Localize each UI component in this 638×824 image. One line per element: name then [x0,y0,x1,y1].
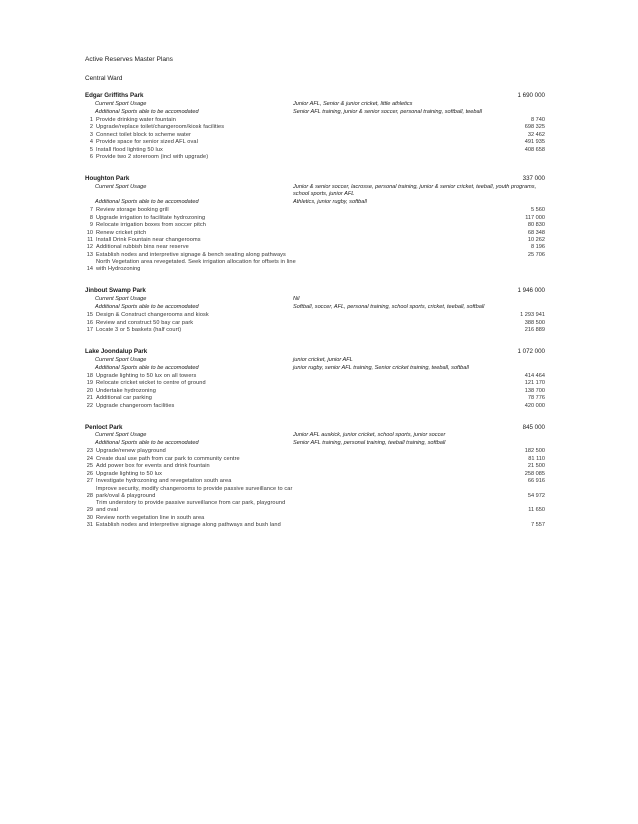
additional-usage-row [85,109,545,116]
item-amount: 10 262 [527,237,545,243]
item-description: Additional rubbish bins near reserve [96,244,189,251]
item-description: Upgrade lighting to 50 lux [96,470,163,477]
additional-usage-label: Additional Sports able to be accomodated [95,108,199,115]
list-item [85,124,545,131]
park-name: Edgar Griffiths Park [85,92,144,100]
list-item [85,207,545,214]
park-total: 845 000 [522,423,545,431]
list-item [85,456,545,463]
document-page [85,56,545,543]
item-description: Upgrade/renew playground [96,448,166,455]
ward-heading: Central Ward [85,75,123,83]
list-item [85,139,545,146]
current-usage-label: Current Sport Usage [95,100,147,107]
item-number: 23 [86,448,93,455]
item-number: 26 [86,470,93,477]
item-description: Review north vegetation line in south area [96,514,205,521]
item-amount: 8 196 [531,244,545,251]
park-name: Lake Joondalup Park [85,348,148,356]
item-amount: 182 500 [524,448,545,455]
item-amount: 11 650 [528,507,545,514]
document-title: Active Reserves Master Plans [85,56,173,63]
list-item [85,327,545,334]
item-description: Upgrade changeroom facilities [96,402,175,409]
item-number: 6 [89,154,93,161]
list-item [85,215,545,222]
park-section [85,175,545,273]
current-usage-value: Junior AFL, Senior & junior cricket, little athletics [293,100,413,107]
item-description: Undertake hydrozoning [96,387,156,394]
item-description: Create dual use path from car park to community centre [96,455,240,462]
list-item [85,117,545,124]
item-amount: 491 935 [524,139,545,146]
list-item [85,500,545,514]
park-header [85,92,545,100]
park-total: 337 000 [522,175,545,183]
item-number: 29 [86,507,93,514]
item-number: 4 [89,139,93,146]
list-item [85,522,545,529]
list-item [85,486,545,500]
park-total: 1 690 000 [517,92,545,100]
additional-usage-row [85,304,545,311]
park-name: Houghton Park [85,175,130,183]
list-item [85,252,545,259]
item-description: North Vegetation area revegetated. Seek irrigation allocation for offsets in line with Hydrozoning [96,259,296,273]
list-item [85,463,545,470]
item-description: Improve security, modify changerooms to provide passive surveillance to car park/oval & playground [96,485,293,499]
item-description: Upgrade/replace toilet/changeroom/kiosk facilities [96,124,225,131]
item-description: Relocate irrigation boxes from soccer pitch [96,222,207,229]
additional-usage-row [85,440,545,447]
additional-usage-label: Additional Sports able to be accomodated [95,304,199,311]
item-description: Install Drink Fountain near changerooms [96,237,201,243]
current-usage-value: Junior AFL auskick, junior cricket, school sports, junior soccer [293,432,446,439]
item-number: 14 [86,266,93,273]
additional-usage-value: Senior AFL training, personal training, teeball training, softball [293,440,446,447]
item-number: 28 [86,492,93,499]
current-usage-label: Current Sport Usage [95,432,147,439]
park-section [85,287,545,334]
item-description: Review storage booking grill [96,207,169,214]
item-description: Provide space for senior sized AFL oval [96,139,198,146]
item-amount: 78 776 [527,395,545,402]
item-amount: 420 000 [524,402,545,409]
item-description: Additional car parking [96,395,152,402]
list-item [85,380,545,387]
additional-usage-value: Athletics, junior rugby, softball [293,199,367,206]
item-amount: 7 557 [531,522,545,529]
item-description: Upgrade lighting to 50 lux on all towers [96,372,197,379]
item-number: 18 [86,372,93,379]
item-amount: 138 700 [524,387,545,394]
list-item [85,515,545,522]
list-item [85,154,545,161]
item-number: 25 [86,463,93,470]
additional-usage-label: Additional Sports able to be accomodated [95,199,199,206]
parks-list [85,92,545,529]
item-number: 30 [86,514,93,521]
park-total: 1 072 000 [517,348,545,356]
list-item [85,237,545,244]
item-number: 15 [86,312,93,319]
item-amount: 117 000 [525,214,545,221]
item-number: 8 [89,214,93,221]
park-header [85,424,545,432]
current-usage-label: Current Sport Usage [95,184,147,191]
item-description: Add power box for events and drink fountain [96,463,210,470]
item-description: Provide drinking water fountain [96,116,176,123]
list-item [85,222,545,229]
item-number: 2 [89,124,93,131]
list-item [85,147,545,154]
item-amount: 121 170 [524,380,545,387]
additional-usage-label: Additional Sports able to be accomodated [95,440,199,447]
item-amount: 68 348 [527,229,545,236]
current-usage-row [85,357,545,364]
item-amount: 698 325 [524,124,545,131]
list-item [85,395,545,402]
list-item [85,373,545,380]
current-usage-row [85,184,545,198]
item-amount: 258 085 [524,470,545,477]
item-number: 21 [86,395,93,402]
list-item [85,403,545,410]
item-number: 5 [89,146,93,153]
additional-usage-value: Senior AFL training, junior & senior soccer, personal training, softball, teeball [293,108,483,115]
additional-usage-value: Softball, soccer, AFL, personal training, school sports, cricket, teeball, softball [293,304,485,311]
item-number: 1 [89,116,93,123]
item-amount: 216 889 [524,327,545,334]
item-description: Connect toilet block to scheme water [96,131,192,138]
item-amount: 54 972 [527,492,545,499]
item-amount: 1 293 941 [520,312,545,319]
park-section [85,424,545,530]
item-number: 16 [86,319,93,326]
park-header [85,348,545,356]
item-description: Upgrade irrigation to facilitate hydrozoning [96,214,206,221]
list-item [85,471,545,478]
list-item [85,388,545,395]
park-section [85,348,545,410]
additional-usage-row [85,199,545,206]
park-header [85,287,545,295]
item-amount: 66 916 [527,478,545,485]
park-name: Penloct Park [85,423,123,431]
list-item [85,132,545,139]
item-number: 3 [89,131,93,138]
item-amount: 5 560 [531,207,545,214]
item-amount: 388 500 [524,319,545,326]
current-usage-row [85,296,545,303]
item-number: 17 [86,327,93,334]
list-item [85,312,545,319]
item-number: 22 [86,402,93,409]
item-amount: 80 830 [527,222,545,229]
additional-usage-row [85,365,545,372]
current-usage-value: junior cricket, junior AFL [293,356,353,363]
item-number: 24 [86,455,93,462]
current-usage-value: Junior & senior soccer, lacrosse, personal training, junior & senior cricket, teeball, youth programs, school sports, junior AFL [293,184,537,198]
item-number: 7 [89,207,93,214]
item-amount: 8 740 [531,116,545,123]
item-description: Relocate cricket wicket to centre of ground [96,380,206,387]
item-description: Provide two 2 storeroom (incl with upgrade) [96,154,209,161]
item-description: Investigate hydrozoning and revegetation south area [96,478,232,485]
item-description: Review and construct 50 bay car park [96,319,194,326]
item-number: 11 [87,237,93,243]
item-number: 12 [86,244,93,251]
item-description: Establish nodes and interpretive signage along pathways and bush land [96,522,281,529]
item-description: Install flood lighting 50 lux [96,146,163,153]
item-number: 19 [86,380,93,387]
park-total: 1 946 000 [517,287,545,295]
item-amount: 81 110 [528,455,545,462]
list-item [85,244,545,251]
item-amount: 408 658 [524,146,545,153]
item-amount: 414 464 [524,372,545,379]
list-item [85,230,545,237]
list-item [85,320,545,327]
item-amount: 25 706 [527,251,545,258]
additional-usage-value: junior rugby, senior AFL training, Senior cricket training, teeball, softball [293,364,469,371]
item-number: 27 [86,478,93,485]
item-number: 20 [86,387,93,394]
item-number: 9 [89,222,93,229]
park-header [85,175,545,183]
item-description: Locate 3 or 5 baskets (half court) [96,327,182,334]
item-number: 31 [86,522,93,529]
additional-usage-label: Additional Sports able to be accomodated [95,364,199,371]
list-item [85,448,545,455]
park-section [85,92,545,161]
current-usage-label: Current Sport Usage [95,356,147,363]
item-amount: 32 462 [527,131,545,138]
item-number: 10 [86,229,93,236]
item-amount: 21 500 [527,463,545,470]
item-number: 13 [86,251,93,258]
item-description: Trim understory to provide passive surveillance from car park, playground and oval [96,500,286,514]
item-description: Establish nodes and interpretive signage & bench seating along pathways [96,251,286,258]
park-name: Jinbout Swamp Park [85,287,146,295]
list-item [85,259,545,273]
current-usage-label: Current Sport Usage [95,296,147,303]
current-usage-value: Nil [293,296,300,303]
current-usage-row [85,101,545,108]
list-item [85,478,545,485]
item-description: Design & Construct changerooms and kiosk [96,312,209,319]
current-usage-row [85,432,545,439]
item-description: Renew cricket pitch [96,229,147,236]
